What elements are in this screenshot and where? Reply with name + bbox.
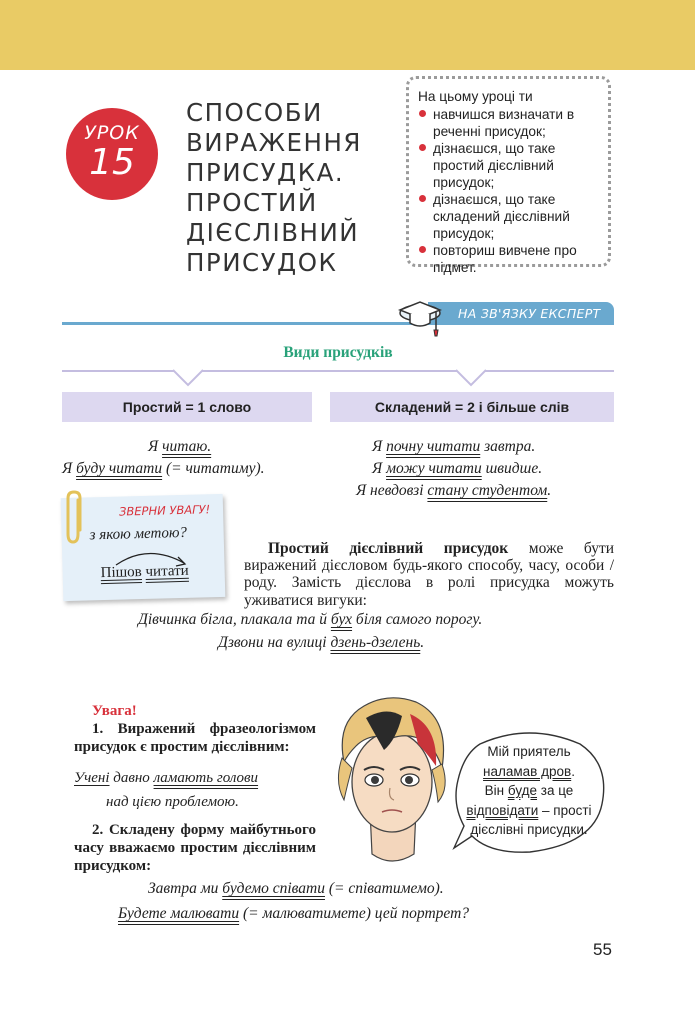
compound-example-3: Я невдовзі стану студентом. bbox=[356, 482, 552, 499]
title-line: ПРОСТИЙ bbox=[186, 188, 318, 217]
top-color-band bbox=[0, 0, 695, 70]
goals-list bbox=[418, 106, 608, 276]
title-line: ДІЄСЛІВНИЙ bbox=[186, 218, 360, 247]
lesson-title bbox=[186, 98, 386, 278]
title-line: ПРИСУДОК bbox=[186, 248, 338, 277]
types-divider bbox=[62, 370, 614, 372]
page-number: 55 bbox=[593, 940, 612, 959]
title-line: ВИРАЖЕННЯ bbox=[186, 128, 362, 157]
compound-example-1: Я почну читати завтра. bbox=[372, 438, 536, 455]
note-question: з якою метою? bbox=[89, 524, 188, 544]
paperclip-icon bbox=[66, 490, 84, 546]
simple-example-1: Я читаю. bbox=[148, 438, 212, 455]
interjection-example-1: Дівчинка бігла, плакала та й бух біля самого порогу. bbox=[138, 611, 483, 628]
attention-block bbox=[74, 703, 316, 876]
lesson-badge bbox=[66, 108, 158, 200]
speech-bubble-text: Мій приятель наламав дров. Він буде за це відповідати – прості дієслівні присудки. bbox=[466, 744, 592, 837]
note-heading: ЗВЕРНИ УВАГУ! bbox=[118, 502, 211, 519]
bullet-dot-icon bbox=[419, 110, 426, 117]
attention-title: Увага! bbox=[92, 703, 137, 719]
lesson-goals-box bbox=[406, 76, 611, 275]
chevron-down-icon bbox=[173, 369, 203, 387]
goals-intro: На цьому уроці ти bbox=[418, 89, 533, 104]
compound-example-2: Я можу читати швидше. bbox=[372, 460, 543, 477]
lesson-number: 15 bbox=[89, 142, 135, 183]
attention-point-2: 2. Складену форму майбутнього часу вважаємо простим дієслівним присудком: bbox=[74, 822, 316, 874]
expert-tab: НА ЗВ'ЯЗКУ ЕКСПЕРТ bbox=[428, 302, 614, 325]
types-title: Види присудків bbox=[283, 344, 393, 361]
phraseologism-example-cont: над цією проблемою. bbox=[106, 794, 239, 811]
simple-example-2: Я буду читати (= читатиму). bbox=[62, 460, 265, 477]
graduation-cap-icon bbox=[396, 296, 444, 338]
bullet-dot-icon bbox=[419, 144, 426, 151]
goal-item: навчишся визначати в реченні присудок; bbox=[418, 106, 608, 140]
attention-point-1: 1. Виражений фразеологізмом присудок є простим дієслівним: bbox=[74, 720, 316, 755]
goal-item: дізнаєшся, що таке складений дієслівний присудок; bbox=[418, 191, 608, 242]
curved-arrow-icon bbox=[112, 545, 192, 571]
title-line: ПРИСУДКА. bbox=[186, 158, 345, 187]
future-example-1: Завтра ми будемо співати (= співатимемо). bbox=[148, 880, 444, 897]
goal-item: повториш вивчене про підмет. bbox=[418, 242, 608, 276]
bullet-dot-icon bbox=[419, 246, 426, 253]
definition-paragraph: Простий дієслівний присудок може бути виражений дієсловом будь-якого способу, часу, особи / роду. Замість дієслова в ролі присудка можуть уживатися вигуки: bbox=[244, 540, 615, 609]
bullet-dot-icon bbox=[419, 195, 426, 202]
phraseologism-example: Учені давно ламають голови bbox=[74, 770, 259, 787]
goal-item: дізнаєшся, що таке простий дієслівний присудок; bbox=[418, 140, 608, 191]
note-example: Пішов читати bbox=[100, 562, 189, 582]
future-example-2: Будете малювати (= малюватимете) цей портрет? bbox=[118, 905, 470, 922]
title-line: СПОСОБИ bbox=[186, 98, 323, 127]
chevron-down-icon bbox=[456, 369, 486, 387]
simple-type-box: Простий = 1 слово bbox=[62, 392, 312, 422]
interjection-example-2: Дзвони на вулиці дзень-дзелень. bbox=[218, 634, 425, 651]
student-portrait-illustration bbox=[326, 692, 458, 868]
lesson-word: УРОК bbox=[84, 122, 140, 144]
compound-type-box: Складений = 2 і більше слів bbox=[330, 392, 614, 422]
